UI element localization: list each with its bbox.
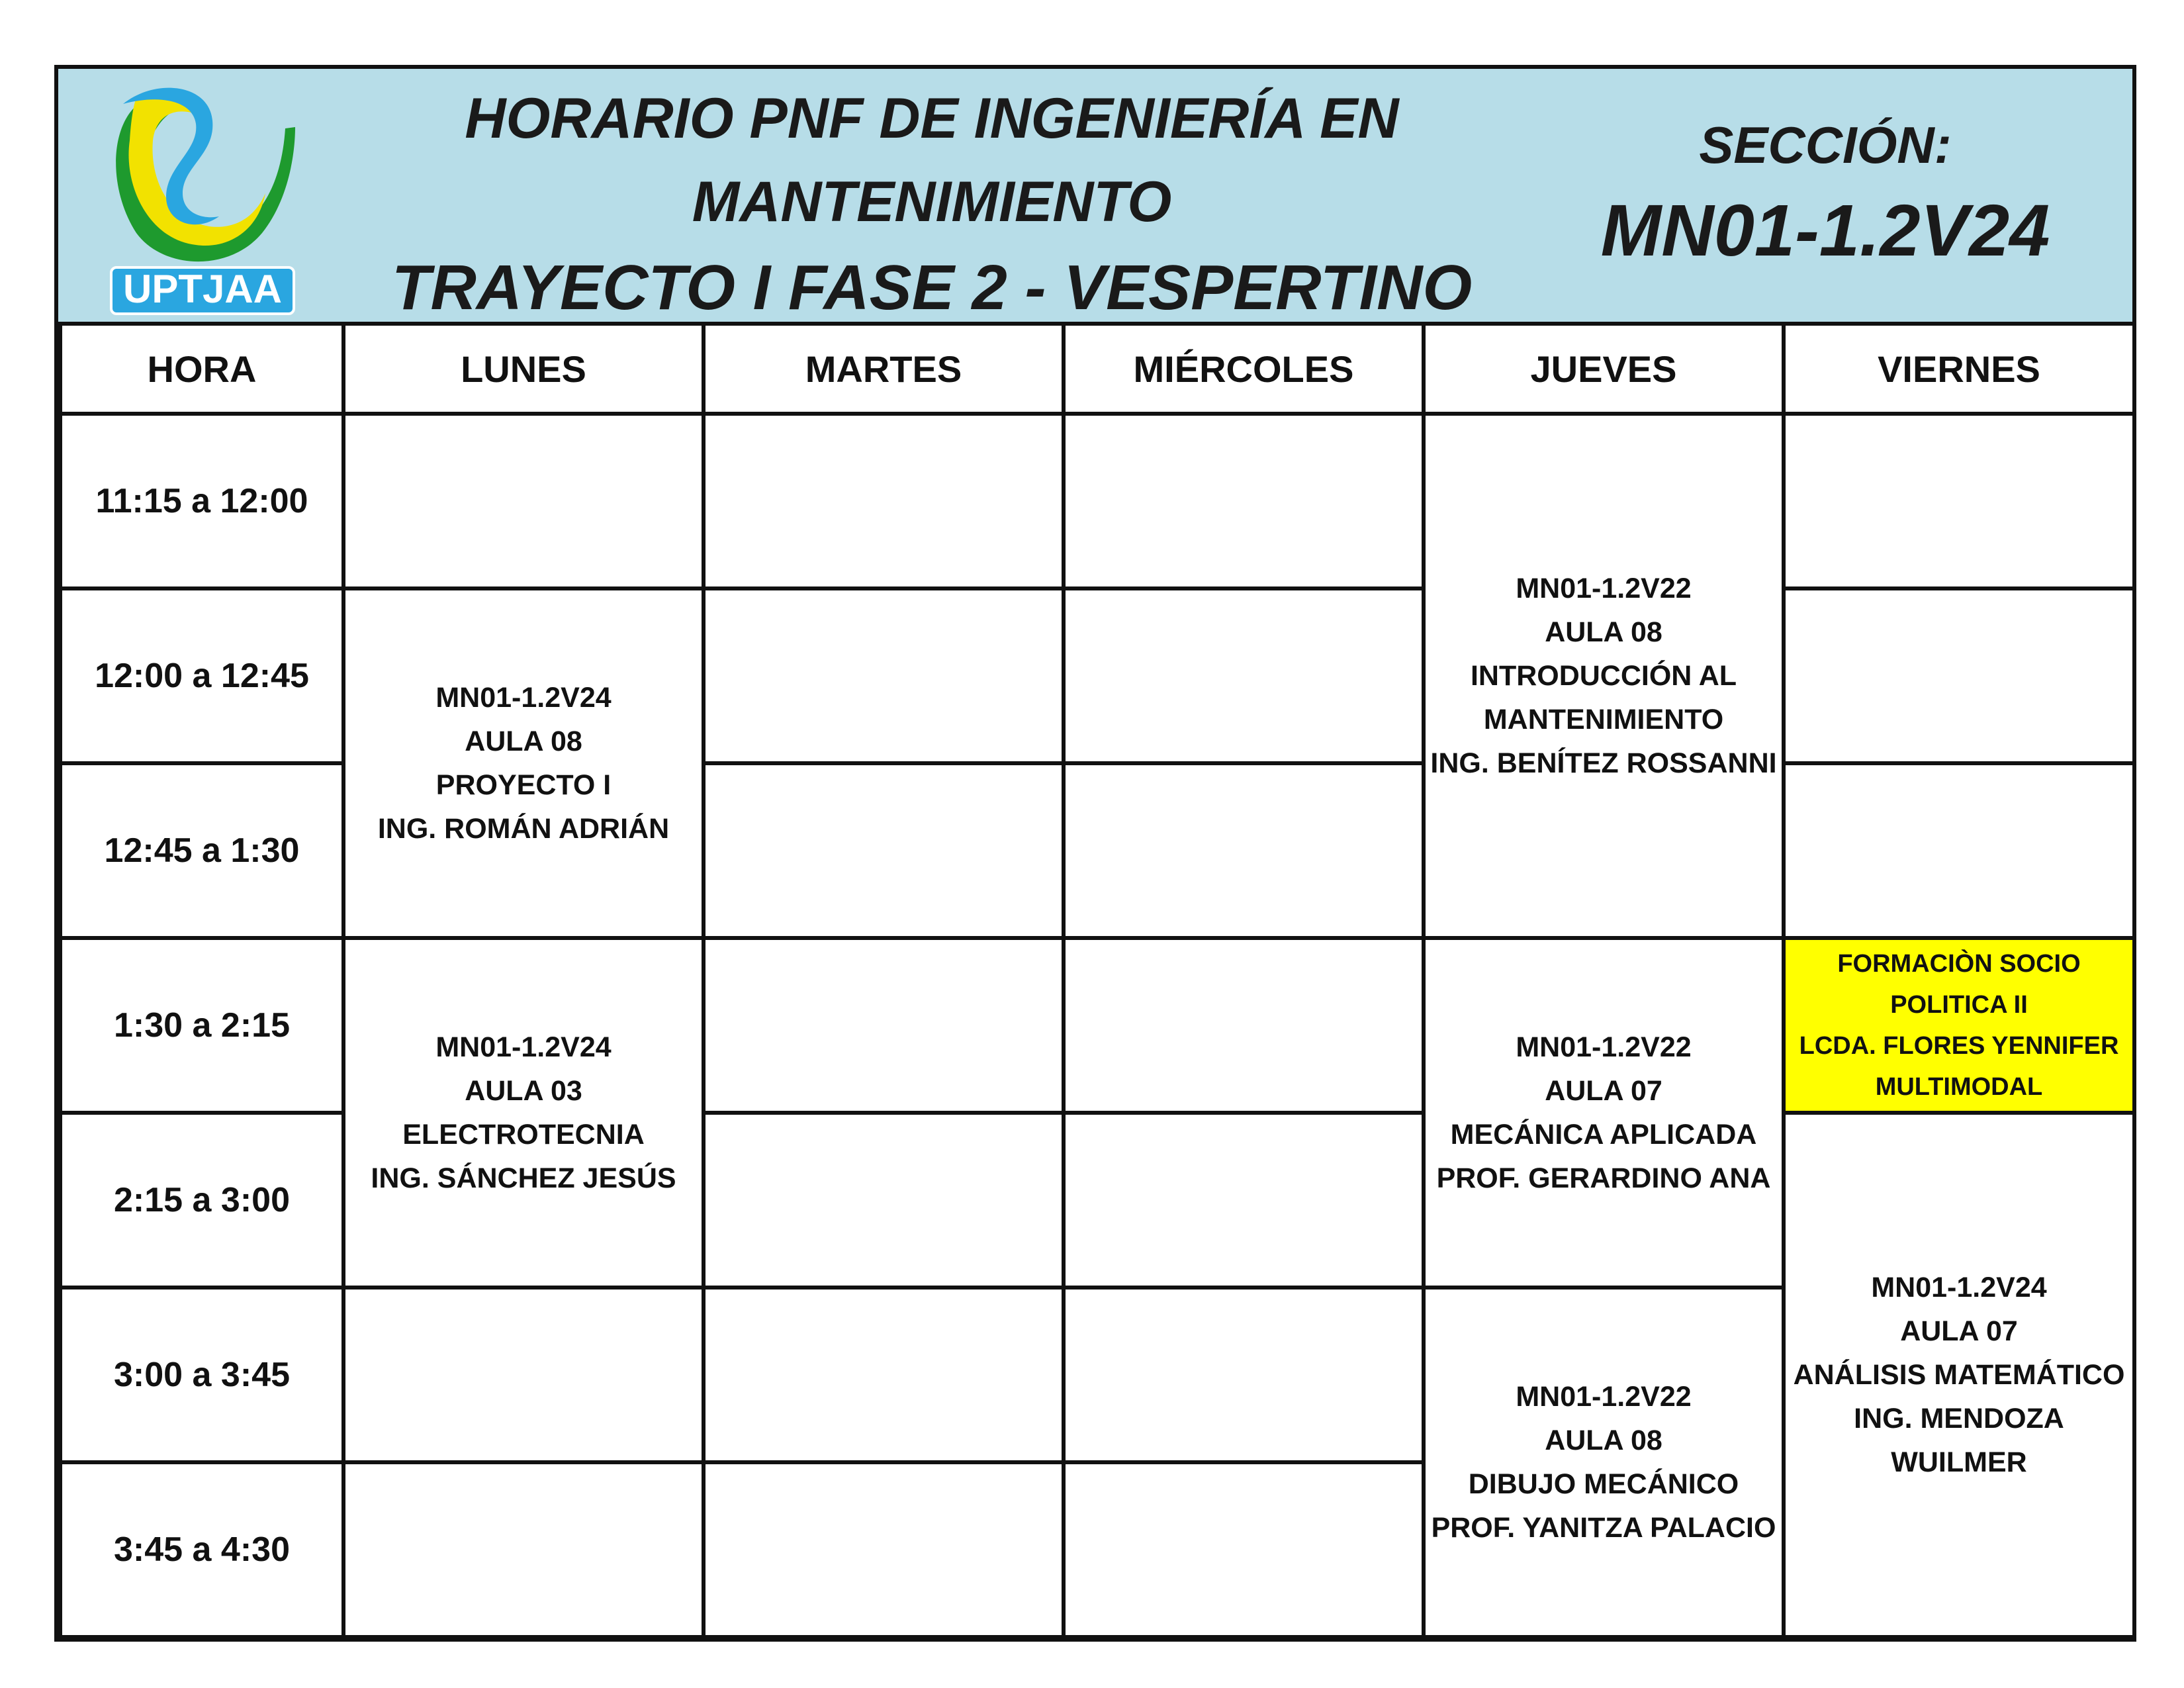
- empty-cell: [1784, 763, 2134, 938]
- col-jueves: JUEVES: [1424, 324, 1784, 414]
- hour-cell: 3:45 a 4:30: [60, 1462, 343, 1637]
- empty-cell: [704, 1113, 1064, 1288]
- header: [58, 69, 2132, 326]
- empty-cell: [1064, 1113, 1424, 1288]
- hour-cell: 11:15 a 12:00: [60, 414, 343, 588]
- class-cell-viernes-formacion: FORMACIÒN SOCIO POLITICA II LCDA. FLORES YENNIFER MULTIMODAL: [1784, 938, 2134, 1113]
- logo-text: UPTJAA: [122, 267, 283, 311]
- hour-cell: 12:00 a 12:45: [60, 588, 343, 763]
- table-row: [60, 938, 2134, 1113]
- empty-cell: [343, 414, 704, 588]
- hour-cell: 12:45 a 1:30: [60, 763, 343, 938]
- empty-cell: [1064, 938, 1424, 1113]
- empty-cell: [1064, 1462, 1424, 1637]
- title-line-1: HORARIO PNF DE INGENIERÍA EN: [465, 87, 1399, 150]
- schedule-sheet: [54, 65, 2136, 1642]
- col-hora: HORA: [60, 324, 343, 414]
- section-code: MN01-1.2V24: [1600, 190, 2050, 271]
- col-miercoles: MIÉRCOLES: [1064, 324, 1424, 414]
- col-viernes: VIERNES: [1784, 324, 2134, 414]
- header-row: [60, 324, 2134, 414]
- class-cell-jueves-intro: MN01-1.2V22 AULA 08 INTRODUCCIÓN AL MANTENIMIENTO ING. BENÍTEZ ROSSANNI: [1424, 414, 1784, 938]
- empty-cell: [704, 1288, 1064, 1462]
- empty-cell: [1064, 763, 1424, 938]
- empty-cell: [1064, 1288, 1424, 1462]
- hour-cell: 2:15 a 3:00: [60, 1113, 343, 1288]
- class-cell-lunes-proyecto: MN01-1.2V24 AULA 08 PROYECTO I ING. ROMÁN ADRIÁN: [343, 588, 704, 938]
- section-block: [1501, 109, 2150, 281]
- uptjaa-logo: [97, 74, 308, 319]
- class-cell-lunes-electrotecnia: MN01-1.2V24 AULA 03 ELECTROTECNIA ING. SÁNCHEZ JESÚS: [343, 938, 704, 1288]
- empty-cell: [704, 938, 1064, 1113]
- page-title: [349, 77, 1514, 332]
- hour-cell: 3:00 a 3:45: [60, 1288, 343, 1462]
- class-cell-viernes-analisis: MN01-1.2V24 AULA 07 ANÁLISIS MATEMÁTICO ING. MENDOZA WUILMER: [1784, 1113, 2134, 1637]
- schedule-table: [58, 322, 2136, 1639]
- col-martes: MARTES: [704, 324, 1064, 414]
- title-line-2: MANTENIMIENTO: [692, 170, 1172, 234]
- empty-cell: [343, 1462, 704, 1637]
- col-lunes: LUNES: [343, 324, 704, 414]
- class-cell-jueves-mecanica: MN01-1.2V22 AULA 07 MECÁNICA APLICADA PROF. GERARDINO ANA: [1424, 938, 1784, 1288]
- empty-cell: [1064, 588, 1424, 763]
- table-row: [60, 414, 2134, 588]
- empty-cell: [1064, 414, 1424, 588]
- section-label: SECCIÓN:: [1699, 116, 1952, 174]
- title-line-3: TRAYECTO I FASE 2 - VESPERTINO: [391, 252, 1473, 323]
- class-cell-jueves-dibujo: MN01-1.2V22 AULA 08 DIBUJO MECÁNICO PROF. YANITZA PALACIO: [1424, 1288, 1784, 1637]
- empty-cell: [704, 588, 1064, 763]
- empty-cell: [343, 1288, 704, 1462]
- hour-cell: 1:30 a 2:15: [60, 938, 343, 1113]
- empty-cell: [704, 763, 1064, 938]
- empty-cell: [704, 1462, 1064, 1637]
- empty-cell: [1784, 588, 2134, 763]
- empty-cell: [704, 414, 1064, 588]
- table-row: [60, 588, 2134, 763]
- empty-cell: [1784, 414, 2134, 588]
